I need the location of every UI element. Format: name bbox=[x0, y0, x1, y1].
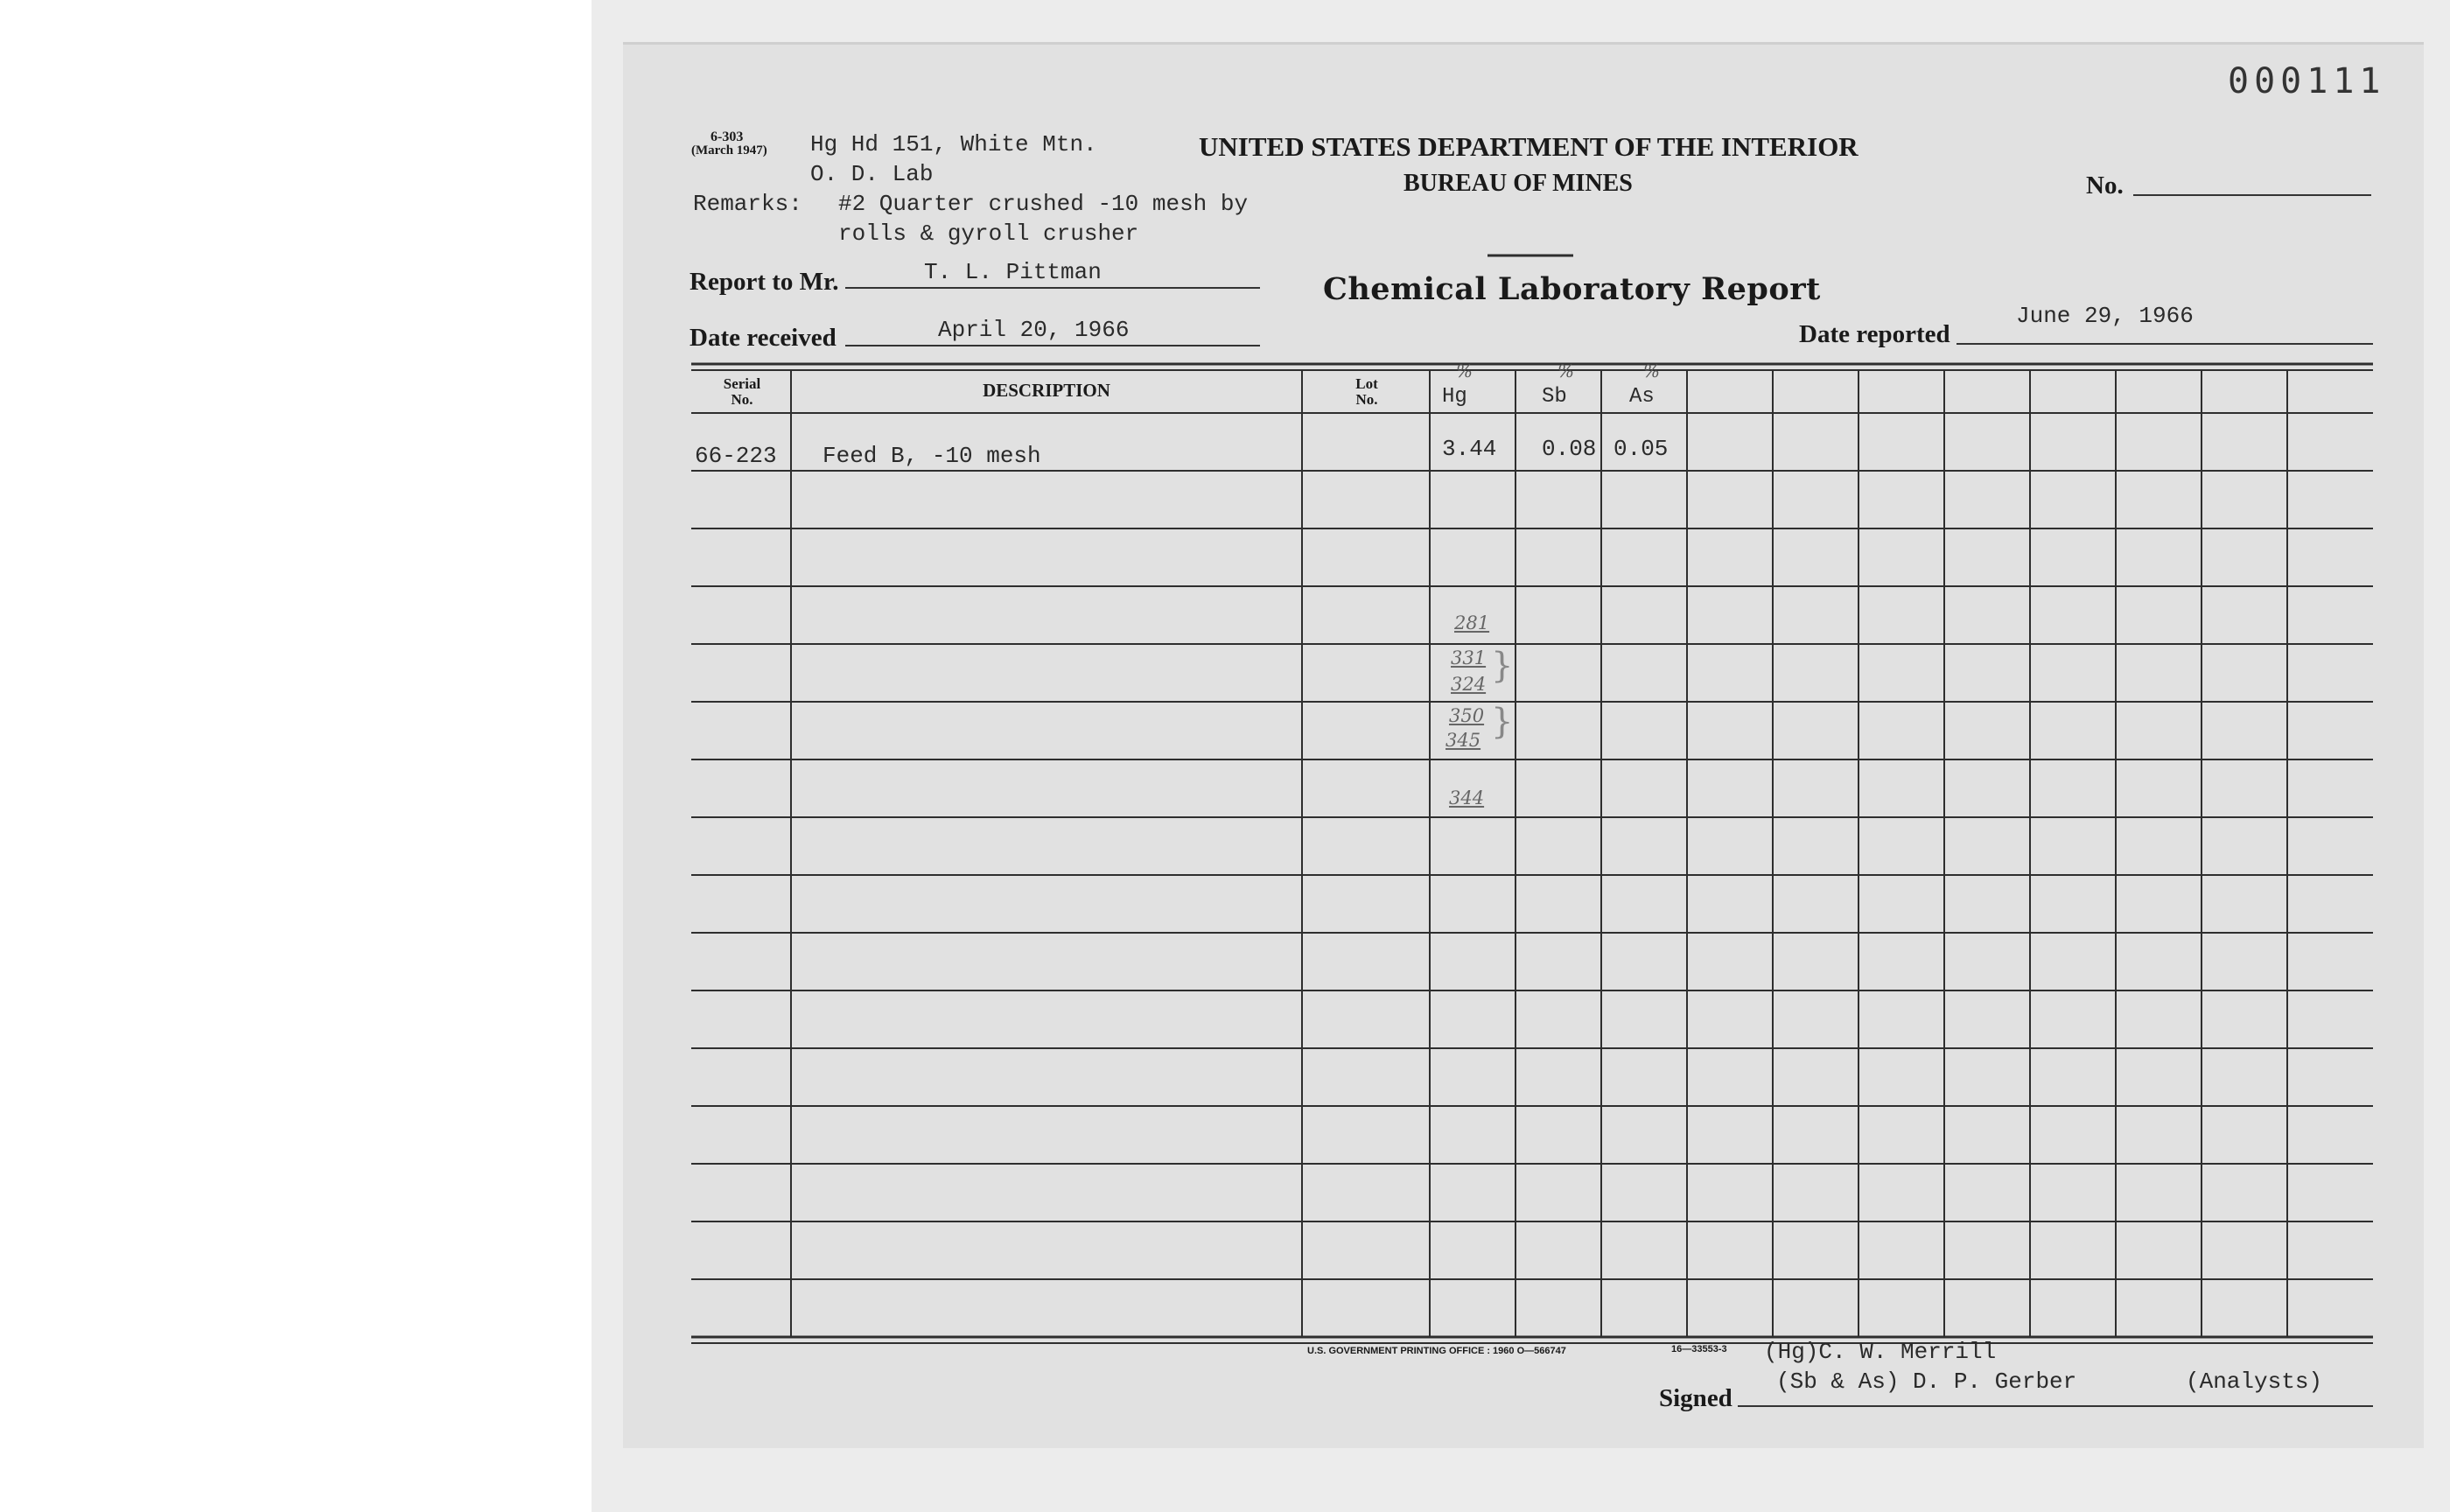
date-received-line bbox=[845, 345, 1260, 346]
col-hg-header: Hg bbox=[1442, 385, 1467, 409]
handwritten-note-3: 324 bbox=[1451, 674, 1487, 695]
handwritten-note-5: 345 bbox=[1446, 730, 1481, 751]
no-label: No. bbox=[2086, 172, 2124, 200]
date-received-label: Date received bbox=[690, 324, 836, 352]
col-serial-line1: Serial bbox=[723, 375, 761, 392]
as-pct-mark: % bbox=[1643, 360, 1661, 382]
handwritten-brace-1: } bbox=[1491, 646, 1514, 686]
remarks-line-2: rolls & gyroll crusher bbox=[838, 220, 1139, 247]
handwritten-note-6: 344 bbox=[1449, 788, 1485, 808]
report-to-value: T. L. Pittman bbox=[924, 259, 1102, 285]
handwritten-note-1: 281 bbox=[1454, 612, 1490, 634]
lab-line: O. D. Lab bbox=[810, 161, 934, 187]
report-to-label: Report to Mr. bbox=[690, 268, 839, 296]
sample-source-line: Hg Hd 151, White Mtn. bbox=[810, 131, 1097, 158]
row-1-serial: 66-223 bbox=[695, 443, 777, 469]
stamp-number: 000111 bbox=[2228, 61, 2386, 102]
handwritten-note-4: 350 bbox=[1449, 705, 1485, 726]
row-1-sb: 0.08 bbox=[1542, 436, 1597, 462]
hg-pct-mark: % bbox=[1456, 360, 1474, 382]
col-as-header: As bbox=[1629, 385, 1655, 409]
analyst-sb-as: (Sb & As) D. P. Gerber bbox=[1776, 1368, 2077, 1395]
col-lot-line2: No. bbox=[1355, 391, 1378, 408]
department-title: UNITED STATES DEPARTMENT OF THE INTERIOR bbox=[1199, 131, 1858, 162]
row-1-as: 0.05 bbox=[1614, 436, 1669, 462]
bureau-title: BUREAU OF MINES bbox=[1404, 170, 1633, 197]
signature-line bbox=[1738, 1405, 2373, 1407]
col-serial-header bbox=[705, 376, 779, 408]
col-description-header: DESCRIPTION bbox=[983, 380, 1110, 401]
col-sb-header: Sb bbox=[1542, 385, 1567, 409]
row-1-description: Feed B, -10 mesh bbox=[822, 443, 1041, 469]
col-lot-header bbox=[1330, 376, 1404, 408]
row-1-hg: 3.44 bbox=[1442, 436, 1497, 462]
printing-office-imprint: U.S. GOVERNMENT PRINTING OFFICE : 1960 O—566747 bbox=[1307, 1346, 1566, 1356]
analyst-hg: (Hg)C. W. Merrill bbox=[1764, 1339, 1997, 1365]
col-lot-line1: Lot bbox=[1355, 375, 1378, 392]
form-date: (March 1947) bbox=[691, 144, 767, 158]
analysts-label: (Analysts) bbox=[2186, 1368, 2323, 1395]
remarks-label: Remarks: bbox=[693, 191, 802, 217]
handwritten-brace-2: } bbox=[1491, 702, 1514, 742]
sb-pct-mark: % bbox=[1558, 360, 1575, 382]
handwritten-note-2: 331 bbox=[1451, 648, 1487, 668]
report-title: Chemical Laboratory Report bbox=[1323, 271, 1821, 307]
signed-label: Signed bbox=[1659, 1384, 1732, 1412]
date-reported-line bbox=[1956, 343, 2373, 345]
date-reported-label: Date reported bbox=[1799, 320, 1950, 348]
no-field-line bbox=[2133, 194, 2371, 196]
date-received-value: April 20, 1966 bbox=[938, 317, 1130, 343]
report-to-line bbox=[845, 287, 1260, 289]
form-number: 6-303 bbox=[710, 130, 744, 144]
date-reported-value: June 29, 1966 bbox=[2016, 303, 2194, 329]
remarks-line-1: #2 Quarter crushed -10 mesh by bbox=[838, 191, 1249, 217]
form-code: 16—33553-3 bbox=[1671, 1344, 1727, 1354]
col-serial-line2: No. bbox=[731, 391, 753, 408]
